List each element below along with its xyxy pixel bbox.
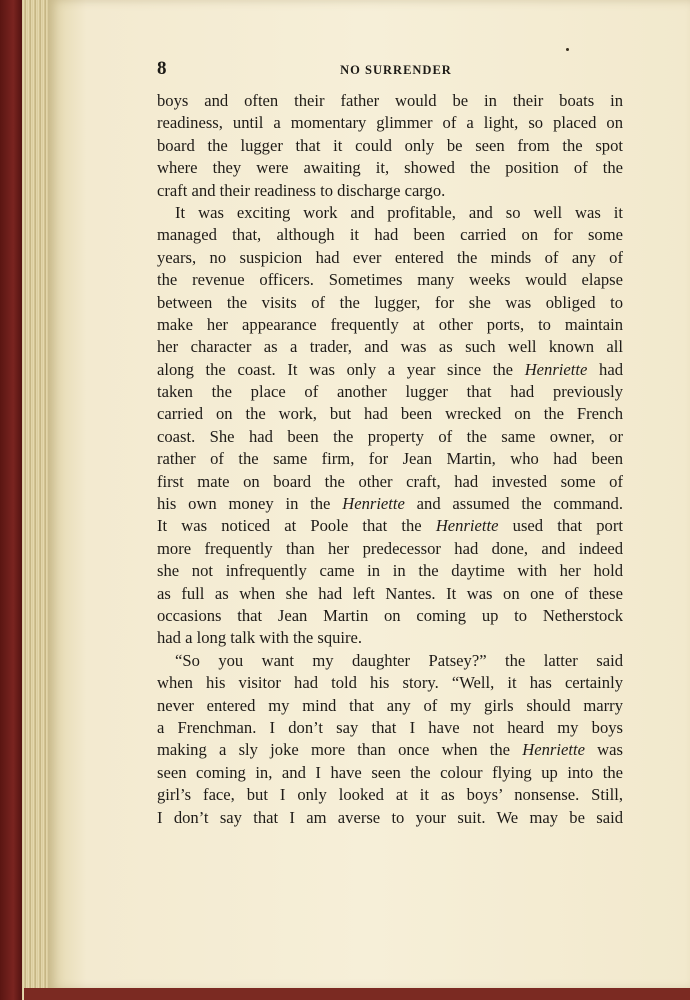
text-line: managed that, although it had been carried on for some — [157, 225, 623, 245]
text-line: “So you want my daughter Patsey?” the latter said — [175, 650, 623, 670]
text-line: where they were awaiting it, showed the position of the — [157, 158, 623, 178]
text-line: had a long talk with the squire. — [157, 628, 363, 648]
text-line: taken the place of another lugger that had previously — [157, 382, 623, 402]
text-line: rather of the same firm, for Jean Martin, who had been — [157, 449, 623, 469]
text-line: she not infrequently came in in the daytime with her hold — [157, 561, 623, 581]
text-line: making a sly joke more than once when the Henriette was — [157, 740, 623, 760]
text-line: a Frenchman. I don’t say that I have not heard my boys — [157, 717, 623, 737]
ship-name: Henriette — [342, 494, 405, 514]
text-line: It was noticed at Poole that the Henriette used that port — [157, 516, 623, 536]
print-speck — [566, 48, 569, 51]
page-number: 8 — [157, 58, 167, 79]
running-title: NO SURRENDER — [340, 63, 452, 77]
text-line: his own money in the Henriette and assumed the command. — [157, 494, 623, 514]
text-line: boys and often their father would be in their boats in — [157, 91, 623, 110]
text-line: as full as when she had left Nantes. It was on one of these — [157, 583, 623, 603]
text-line: never entered my mind that any of my girls should marry — [157, 695, 623, 715]
text-line: carried on the work, but had been wrecked on the French — [157, 404, 623, 424]
text-line: occasions that Jean Martin on coming up to Netherstock — [157, 605, 623, 625]
ship-name: Henriette — [524, 359, 588, 379]
text-line: first mate on board the other craft, had invested some of — [157, 471, 623, 491]
text-line: when his visitor had told his story. “Well, it has certainly — [157, 673, 623, 693]
page-header — [157, 54, 623, 84]
text-line: board the lugger that it could only be seen from the spot — [157, 135, 623, 155]
text-line: make her appearance frequently at other ports, to maintain — [157, 314, 623, 334]
ship-name: Henriette — [435, 516, 499, 536]
text-line: craft and their readiness to discharge cargo. — [157, 180, 446, 200]
text-line: her character as a trader, and was as such well known all — [157, 337, 623, 357]
text-line: along the coast. It was only a year since the Henriette had — [157, 359, 623, 379]
text-line: readiness, until a momentary glimmer of a light, so placed on — [157, 113, 623, 133]
body-text — [157, 90, 623, 829]
book-cover-edge — [0, 0, 24, 1000]
text-line: coast. She had been the property of the same owner, or — [157, 426, 623, 446]
text-line: between the visits of the lugger, for she was obliged to — [157, 292, 623, 312]
text-line: the revenue officers. Sometimes many weeks would elapse — [157, 270, 623, 290]
text-line: seen coming in, and I have seen the colour flying up into the — [157, 762, 623, 782]
text-line: years, no suspicion had ever entered the minds of any of — [157, 247, 623, 267]
text-line: I don’t say that I am averse to your suit. We may be said — [157, 807, 623, 827]
text-line: more frequently than her predecessor had done, and indeed — [157, 538, 623, 558]
text-line: It was exciting work and profitable, and so well was it — [175, 202, 623, 222]
text-line: girl’s face, but I only looked at it as boys’ nonsense. Still, — [157, 785, 623, 805]
book-cover-bottom — [24, 988, 690, 1000]
ship-name: Henriette — [522, 740, 585, 760]
